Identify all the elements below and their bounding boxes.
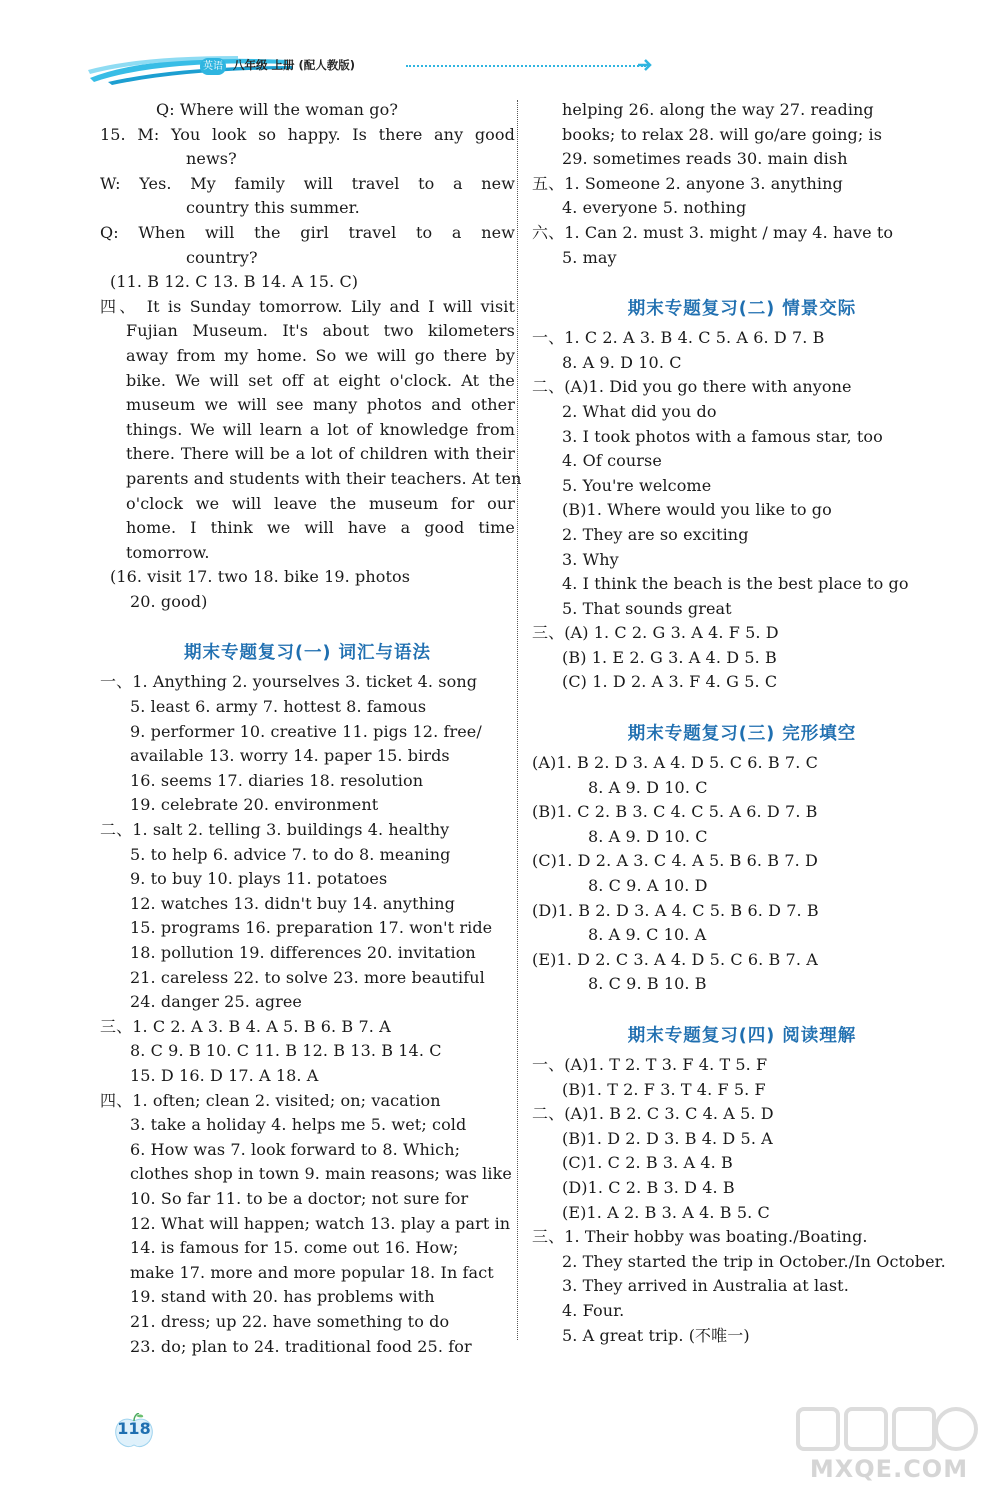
answer-line: 二、1. salt 2. telling 3. buildings 4. healthy — [100, 820, 450, 840]
answer-line: 5. You're welcome — [562, 475, 712, 495]
answer-line: 3. take a holiday 4. helps me 5. wet; cold — [130, 1115, 467, 1135]
answer-line: (C)1. D 2. A 3. C 4. A 5. B 6. B 7. D — [532, 851, 818, 871]
answer-line: 2. They started the trip in October./In October. — [562, 1251, 946, 1271]
section-gap — [532, 997, 952, 1019]
answer-line: away from my home. So we will go there by — [126, 345, 515, 365]
answer-line: 6. How was 7. look forward to 8. Which; — [130, 1139, 461, 1159]
section-gap — [100, 614, 515, 636]
answer-line: 5. to help 6. advice 7. to do 8. meaning — [130, 844, 451, 864]
answer-line: 8. C 9. B 10. B — [588, 974, 707, 994]
answer-line: Q: When will the girl travel to a new — [100, 222, 515, 242]
answer-line: museum we will see many photos and other — [126, 395, 515, 415]
answer-line: country? — [186, 247, 258, 267]
answer-line: 14. is famous for 15. come out 16. How; — [130, 1238, 459, 1258]
answer-line: 4. everyone 5. nothing — [562, 198, 747, 218]
answer-line: (D)1. C 2. B 3. D 4. B — [562, 1177, 735, 1197]
watermark-logo-icon — [796, 1405, 981, 1455]
answer-line: 8. A 9. D 10. C — [562, 352, 682, 372]
grade-info: 八年级 上册 (配人教版) — [233, 58, 356, 72]
answer-line: (B) 1. E 2. G 3. A 4. D 5. B — [562, 647, 777, 667]
answer-line: 16. seems 17. diaries 18. resolution — [130, 770, 424, 790]
header-dotted-line — [406, 65, 646, 67]
answer-line: 5. may — [562, 247, 617, 267]
answer-line: 8. C 9. B 10. C 11. B 12. B 13. B 14. C — [130, 1041, 442, 1061]
answer-line: home. I think we will have a good time — [126, 518, 515, 538]
answer-line: available 13. worry 14. paper 15. birds — [130, 746, 450, 766]
answer-line: 18. pollution 19. differences 20. invitation — [130, 943, 476, 962]
answer-line: 二、(A)1. B 2. C 3. C 4. A 5. D — [532, 1104, 774, 1124]
answer-line: 23. do; plan to 24. traditional food 25. for — [130, 1336, 472, 1356]
answer-line: 四、1. often; clean 2. visited; on; vacation — [100, 1090, 441, 1110]
answer-line: 4. Of course — [562, 451, 662, 471]
answer-line: 二、(A)1. Did you go there with anyone — [532, 377, 852, 397]
answer-line: 3. I took photos with a famous star, too — [562, 426, 883, 446]
answer-line: helping 26. along the way 27. reading — [562, 100, 874, 119]
answer-line: bike. We will set off at eight o'clock. At the — [126, 370, 515, 390]
answer-line: (E)1. D 2. C 3. A 4. D 5. C 6. B 7. A — [532, 949, 818, 969]
answer-line: (E)1. A 2. B 3. A 4. B 5. C — [562, 1202, 770, 1222]
answer-line: (B)1. Where would you like to go — [562, 500, 832, 520]
answer-line: (B)1. T 2. F 3. T 4. F 5. F — [562, 1079, 766, 1099]
answer-line: 21. dress; up 22. have something to do — [130, 1311, 450, 1331]
right-column — [532, 98, 952, 1348]
answer-line: 三、1. C 2. A 3. B 4. A 5. B 6. B 7. A — [100, 1016, 391, 1036]
answer-line: 19. celebrate 20. environment — [130, 795, 379, 815]
page-number-badge — [112, 1413, 156, 1449]
page-number: 118 — [117, 1419, 151, 1438]
watermark — [790, 1405, 985, 1485]
answer-line: 15. D 16. D 17. A 18. A — [130, 1065, 319, 1085]
answer-line: 五、1. Someone 2. anyone 3. anything — [532, 173, 843, 193]
answer-line: make 17. more and more popular 18. In fact — [130, 1262, 494, 1282]
section-gap — [532, 695, 952, 717]
answer-line: 2. What did you do — [562, 401, 717, 421]
answer-line: 3. Why — [562, 549, 619, 569]
answer-line: 19. stand with 20. has problems with — [130, 1287, 435, 1307]
page-header — [88, 52, 658, 86]
answer-line: news? — [186, 149, 237, 169]
answer-line: 5. least 6. army 7. hottest 8. famous — [130, 697, 427, 717]
answer-line: 20. good) — [130, 591, 208, 611]
answer-line: (16. visit 17. two 18. bike 19. photos — [110, 567, 411, 587]
answer-line: 8. A 9. D 10. C — [588, 826, 708, 846]
column-divider — [517, 100, 518, 1340]
answer-line: 9. to buy 10. plays 11. potatoes — [130, 869, 388, 889]
answer-line: 24. danger 25. agree — [130, 992, 302, 1012]
answer-line: 15. programs 16. preparation 17. won't ride — [130, 918, 493, 938]
answer-line: (B)1. D 2. D 3. B 4. D 5. A — [562, 1128, 773, 1148]
answer-line: 8. A 9. D 10. C — [588, 777, 708, 797]
answer-line: (B)1. C 2. B 3. C 4. C 5. A 6. D 7. B — [532, 802, 818, 822]
answer-line: 15. M: You look so happy. Is there any good — [100, 124, 515, 144]
answer-line: 一、(A)1. T 2. T 3. F 4. T 5. F — [532, 1055, 768, 1074]
section-gap — [532, 270, 952, 292]
subject-badge: 英语 — [200, 58, 226, 75]
answer-line: tomorrow. — [126, 542, 210, 562]
answer-line: 21. careless 22. to solve 23. more beautiful — [130, 967, 485, 987]
answer-line: 4. Four. — [562, 1300, 625, 1320]
answer-line: 12. What will happen; watch 13. play a part in — [130, 1213, 511, 1233]
watermark-text: MXQE.COM — [809, 1455, 969, 1483]
answer-line: there. There will be a lot of children with their — [126, 444, 515, 464]
answer-line: (A)1. B 2. D 3. A 4. D 5. C 6. B 7. C — [532, 753, 818, 773]
answer-line: 8. A 9. C 10. A — [588, 925, 707, 945]
answer-line: clothes shop in town 9. main reasons; was like — [130, 1164, 512, 1184]
answer-line: 一、1. Anything 2. yourselves 3. ticket 4. song — [100, 672, 478, 692]
answer-line: 5. A great trip. (不唯一) — [562, 1325, 750, 1345]
answer-line: 3. They arrived in Australia at last. — [562, 1276, 849, 1296]
answer-line: 9. performer 10. creative 11. pigs 12. free/ — [130, 721, 482, 741]
answer-line: (C) 1. D 2. A 3. F 4. G 5. C — [562, 672, 778, 692]
answer-line: 2. They are so exciting — [562, 524, 749, 544]
answer-line: (11. B 12. C 13. B 14. A 15. C) — [110, 272, 359, 292]
answer-line: 12. watches 13. didn't buy 14. anything — [130, 893, 455, 913]
answer-line: 8. C 9. A 10. D — [588, 876, 708, 896]
answer-line: country this summer. — [186, 198, 360, 218]
answer-line: things. We will learn a lot of knowledge from — [126, 419, 515, 439]
answer-line: Fujian Museum. It's about two kilometers — [126, 321, 515, 341]
section-title: 期末专题复习(一) 词汇与语法 — [183, 643, 432, 664]
answer-line: books; to relax 28. will go/are going; is — [562, 124, 883, 144]
answer-line: (D)1. B 2. D 3. A 4. C 5. B 6. D 7. B — [532, 900, 819, 920]
answer-line: 5. That sounds great — [562, 598, 732, 618]
answer-line: 三、(A) 1. C 2. G 3. A 4. F 5. D — [532, 623, 779, 643]
answer-line: parents and students with their teachers. At ten — [126, 468, 522, 488]
answer-line: 四、 It is Sunday tomorrow. Lily and I will visit — [100, 296, 515, 316]
answer-line: 10. So far 11. to be a doctor; not sure for — [130, 1188, 469, 1208]
answer-line: 六、1. Can 2. must 3. might / may 4. have to — [532, 222, 894, 242]
answer-line: 三、1. Their hobby was boating./Boating. — [532, 1227, 868, 1247]
left-column — [100, 98, 522, 1359]
section-title: 期末专题复习(三) 完形填空 — [627, 724, 857, 745]
answer-line: 一、1. C 2. A 3. B 4. C 5. A 6. D 7. B — [532, 328, 825, 348]
answer-line: 29. sometimes reads 30. main dish — [562, 149, 848, 169]
answer-line: o'clock we will leave the museum for our — [126, 493, 515, 513]
answer-line: 4. I think the beach is the best place to go — [562, 574, 909, 594]
answer-line: Q: Where will the woman go? — [156, 100, 399, 119]
arrow-right-icon — [636, 56, 654, 74]
answer-line: (C)1. C 2. B 3. A 4. B — [562, 1153, 733, 1173]
section-title: 期末专题复习(二) 情景交际 — [627, 299, 857, 320]
answer-line: W: Yes. My family will travel to a new — [100, 173, 515, 193]
section-title: 期末专题复习(四) 阅读理解 — [627, 1026, 857, 1046]
